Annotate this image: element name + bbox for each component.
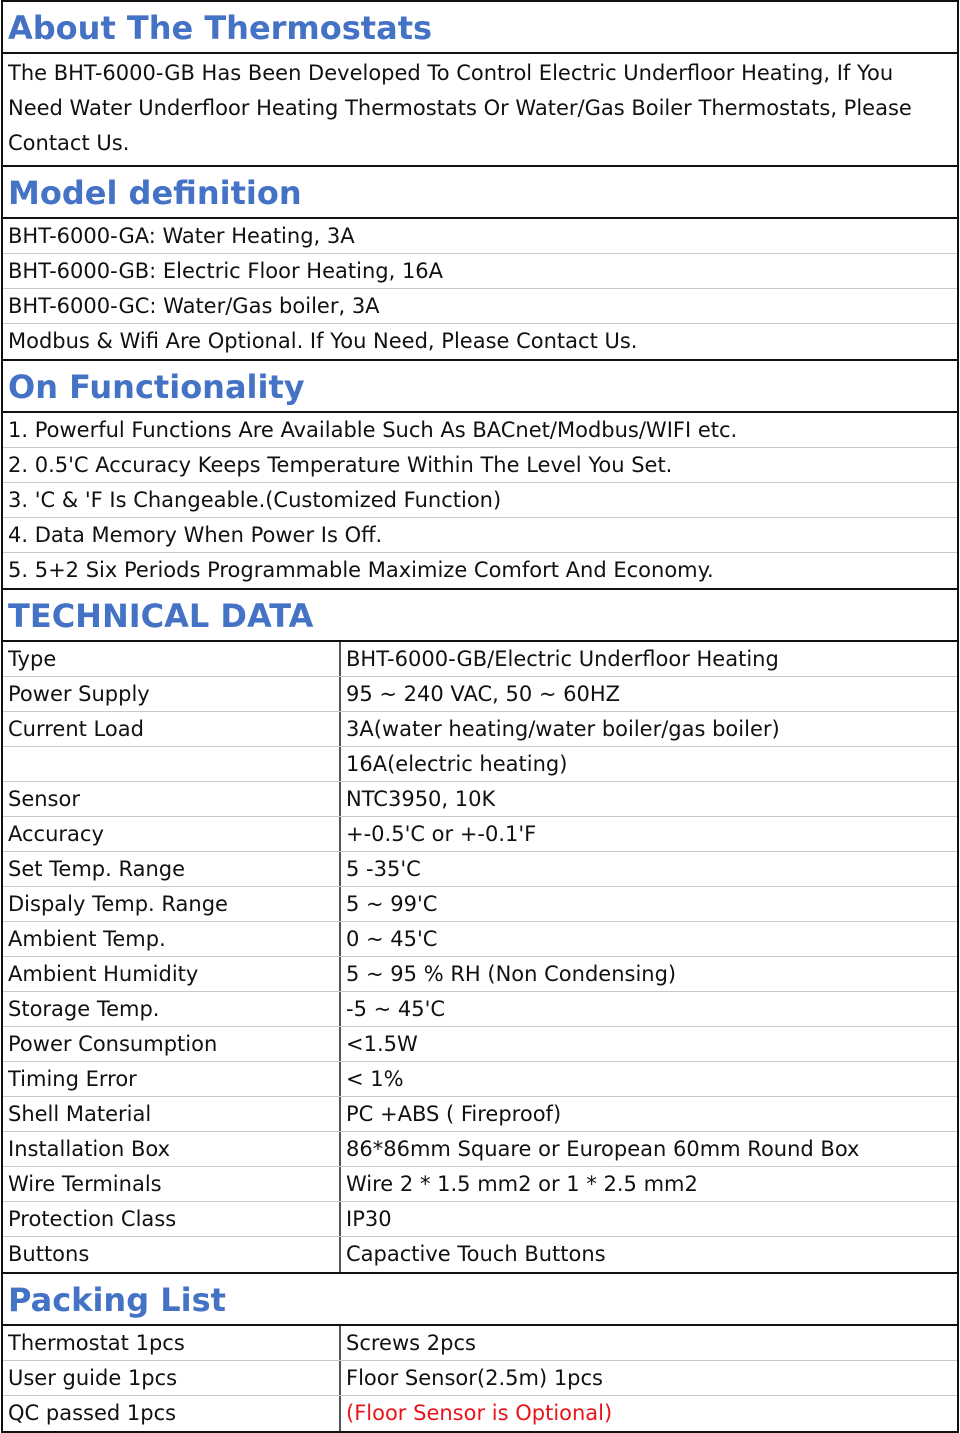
spec-row	[3, 887, 957, 922]
spec-value: IP30	[346, 1207, 392, 1231]
spec-row	[3, 817, 957, 852]
function-item: 4. Data Memory When Power Is Off.	[8, 523, 383, 547]
spec-value: Wire 2 * 1.5 mm2 or 1 * 2.5 mm2	[346, 1172, 698, 1196]
spec-value: 16A(electric heating)	[346, 752, 568, 776]
technical-section	[3, 588, 957, 1272]
spec-label: Ambient Humidity	[3, 957, 341, 991]
spec-label: Set Temp. Range	[3, 852, 341, 886]
spec-label: Timing Error	[3, 1062, 341, 1096]
spec-value: 5 ~ 99'C	[346, 892, 438, 916]
packing-row	[3, 1326, 957, 1361]
spec-row	[3, 1062, 957, 1097]
spec-label	[3, 747, 341, 781]
spec-row	[3, 1097, 957, 1132]
model-row	[3, 289, 957, 324]
spec-label: Accuracy	[3, 817, 341, 851]
functionality-section	[3, 359, 957, 588]
packing-item: Screws 2pcs	[346, 1331, 476, 1355]
spec-sheet	[1, 0, 959, 1433]
model-row	[3, 254, 957, 289]
spec-row	[3, 747, 957, 782]
function-row	[3, 448, 957, 483]
spec-row	[3, 922, 957, 957]
packing-item: User guide 1pcs	[3, 1361, 341, 1395]
packing-section	[3, 1272, 957, 1431]
technical-title: TECHNICAL DATA	[3, 590, 957, 642]
function-item: 2. 0.5'C Accuracy Keeps Temperature Within The Level You Set.	[8, 453, 673, 477]
packing-title: Packing List	[3, 1274, 957, 1326]
packing-row	[3, 1396, 957, 1431]
spec-label: Current Load	[3, 712, 341, 746]
spec-row	[3, 642, 957, 677]
model-row	[3, 324, 957, 359]
spec-value: Capactive Touch Buttons	[346, 1242, 606, 1266]
spec-value: 5 ~ 95 % RH (Non Condensing)	[346, 962, 677, 986]
function-row	[3, 483, 957, 518]
spec-row	[3, 1237, 957, 1272]
packing-item: Thermostat 1pcs	[3, 1326, 341, 1360]
spec-row	[3, 1027, 957, 1062]
model-row	[3, 219, 957, 254]
spec-value: 95 ~ 240 VAC, 50 ~ 60HZ	[346, 682, 621, 706]
spec-label: Protection Class	[3, 1202, 341, 1236]
spec-label: Dispaly Temp. Range	[3, 887, 341, 921]
spec-row	[3, 957, 957, 992]
model-section	[3, 165, 957, 359]
spec-value: BHT-6000-GB/Electric Underfloor Heating	[346, 647, 779, 671]
spec-value: 0 ~ 45'C	[346, 927, 438, 951]
function-row	[3, 413, 957, 448]
spec-value: -5 ~ 45'C	[346, 997, 446, 1021]
spec-value: NTC3950, 10K	[346, 787, 496, 811]
function-row	[3, 518, 957, 553]
spec-label: Shell Material	[3, 1097, 341, 1131]
function-item: 3. 'C & 'F Is Changeable.(Customized Function)	[8, 488, 502, 512]
about-section	[3, 0, 957, 165]
packing-item: Floor Sensor(2.5m) 1pcs	[346, 1366, 603, 1390]
spec-label: Power Supply	[3, 677, 341, 711]
spec-label: Power Consumption	[3, 1027, 341, 1061]
function-item: 1. Powerful Functions Are Available Such As BACnet/Modbus/WIFI etc.	[8, 418, 738, 442]
packing-item: QC passed 1pcs	[3, 1396, 341, 1431]
spec-label: Ambient Temp.	[3, 922, 341, 956]
packing-row	[3, 1361, 957, 1396]
spec-row	[3, 1167, 957, 1202]
spec-row	[3, 712, 957, 747]
about-text: The BHT-6000-GB Has Been Developed To Control Electric Underfloor Heating, If You Need Water Underfloor Heating Thermostats Or Water/Gas Boiler Thermostats, Please Contact Us.	[8, 61, 912, 155]
optional-note: (Floor Sensor is Optional)	[346, 1401, 613, 1425]
spec-label: Type	[3, 642, 341, 676]
spec-row	[3, 677, 957, 712]
spec-value: < 1%	[346, 1067, 404, 1091]
spec-value: 3A(water heating/water boiler/gas boiler)	[346, 717, 780, 741]
function-row	[3, 553, 957, 588]
spec-row	[3, 1132, 957, 1167]
spec-label: Installation Box	[3, 1132, 341, 1166]
spec-label: Sensor	[3, 782, 341, 816]
model-title: Model definition	[3, 167, 957, 219]
spec-value: 5 -35'C	[346, 857, 421, 881]
spec-value: 86*86mm Square or European 60mm Round Box	[346, 1137, 860, 1161]
spec-value: +-0.5'C or +-0.1'F	[346, 822, 537, 846]
spec-label: Buttons	[3, 1237, 341, 1272]
spec-row	[3, 992, 957, 1027]
model-item: BHT-6000-GA: Water Heating, 3A	[8, 224, 355, 248]
function-item: 5. 5+2 Six Periods Programmable Maximize Comfort And Economy.	[8, 558, 714, 582]
model-item: BHT-6000-GB: Electric Floor Heating, 16A	[8, 259, 444, 283]
spec-row	[3, 782, 957, 817]
about-title: About The Thermostats	[3, 2, 957, 54]
spec-row	[3, 852, 957, 887]
spec-row	[3, 1202, 957, 1237]
model-item: Modbus & Wifi Are Optional. If You Need, Please Contact Us.	[8, 329, 638, 353]
spec-label: Wire Terminals	[3, 1167, 341, 1201]
functionality-title: On Functionality	[3, 361, 957, 413]
spec-label: Storage Temp.	[3, 992, 341, 1026]
spec-value: <1.5W	[346, 1032, 418, 1056]
model-item: BHT-6000-GC: Water/Gas boiler, 3A	[8, 294, 380, 318]
spec-value: PC +ABS ( Fireproof)	[346, 1102, 562, 1126]
